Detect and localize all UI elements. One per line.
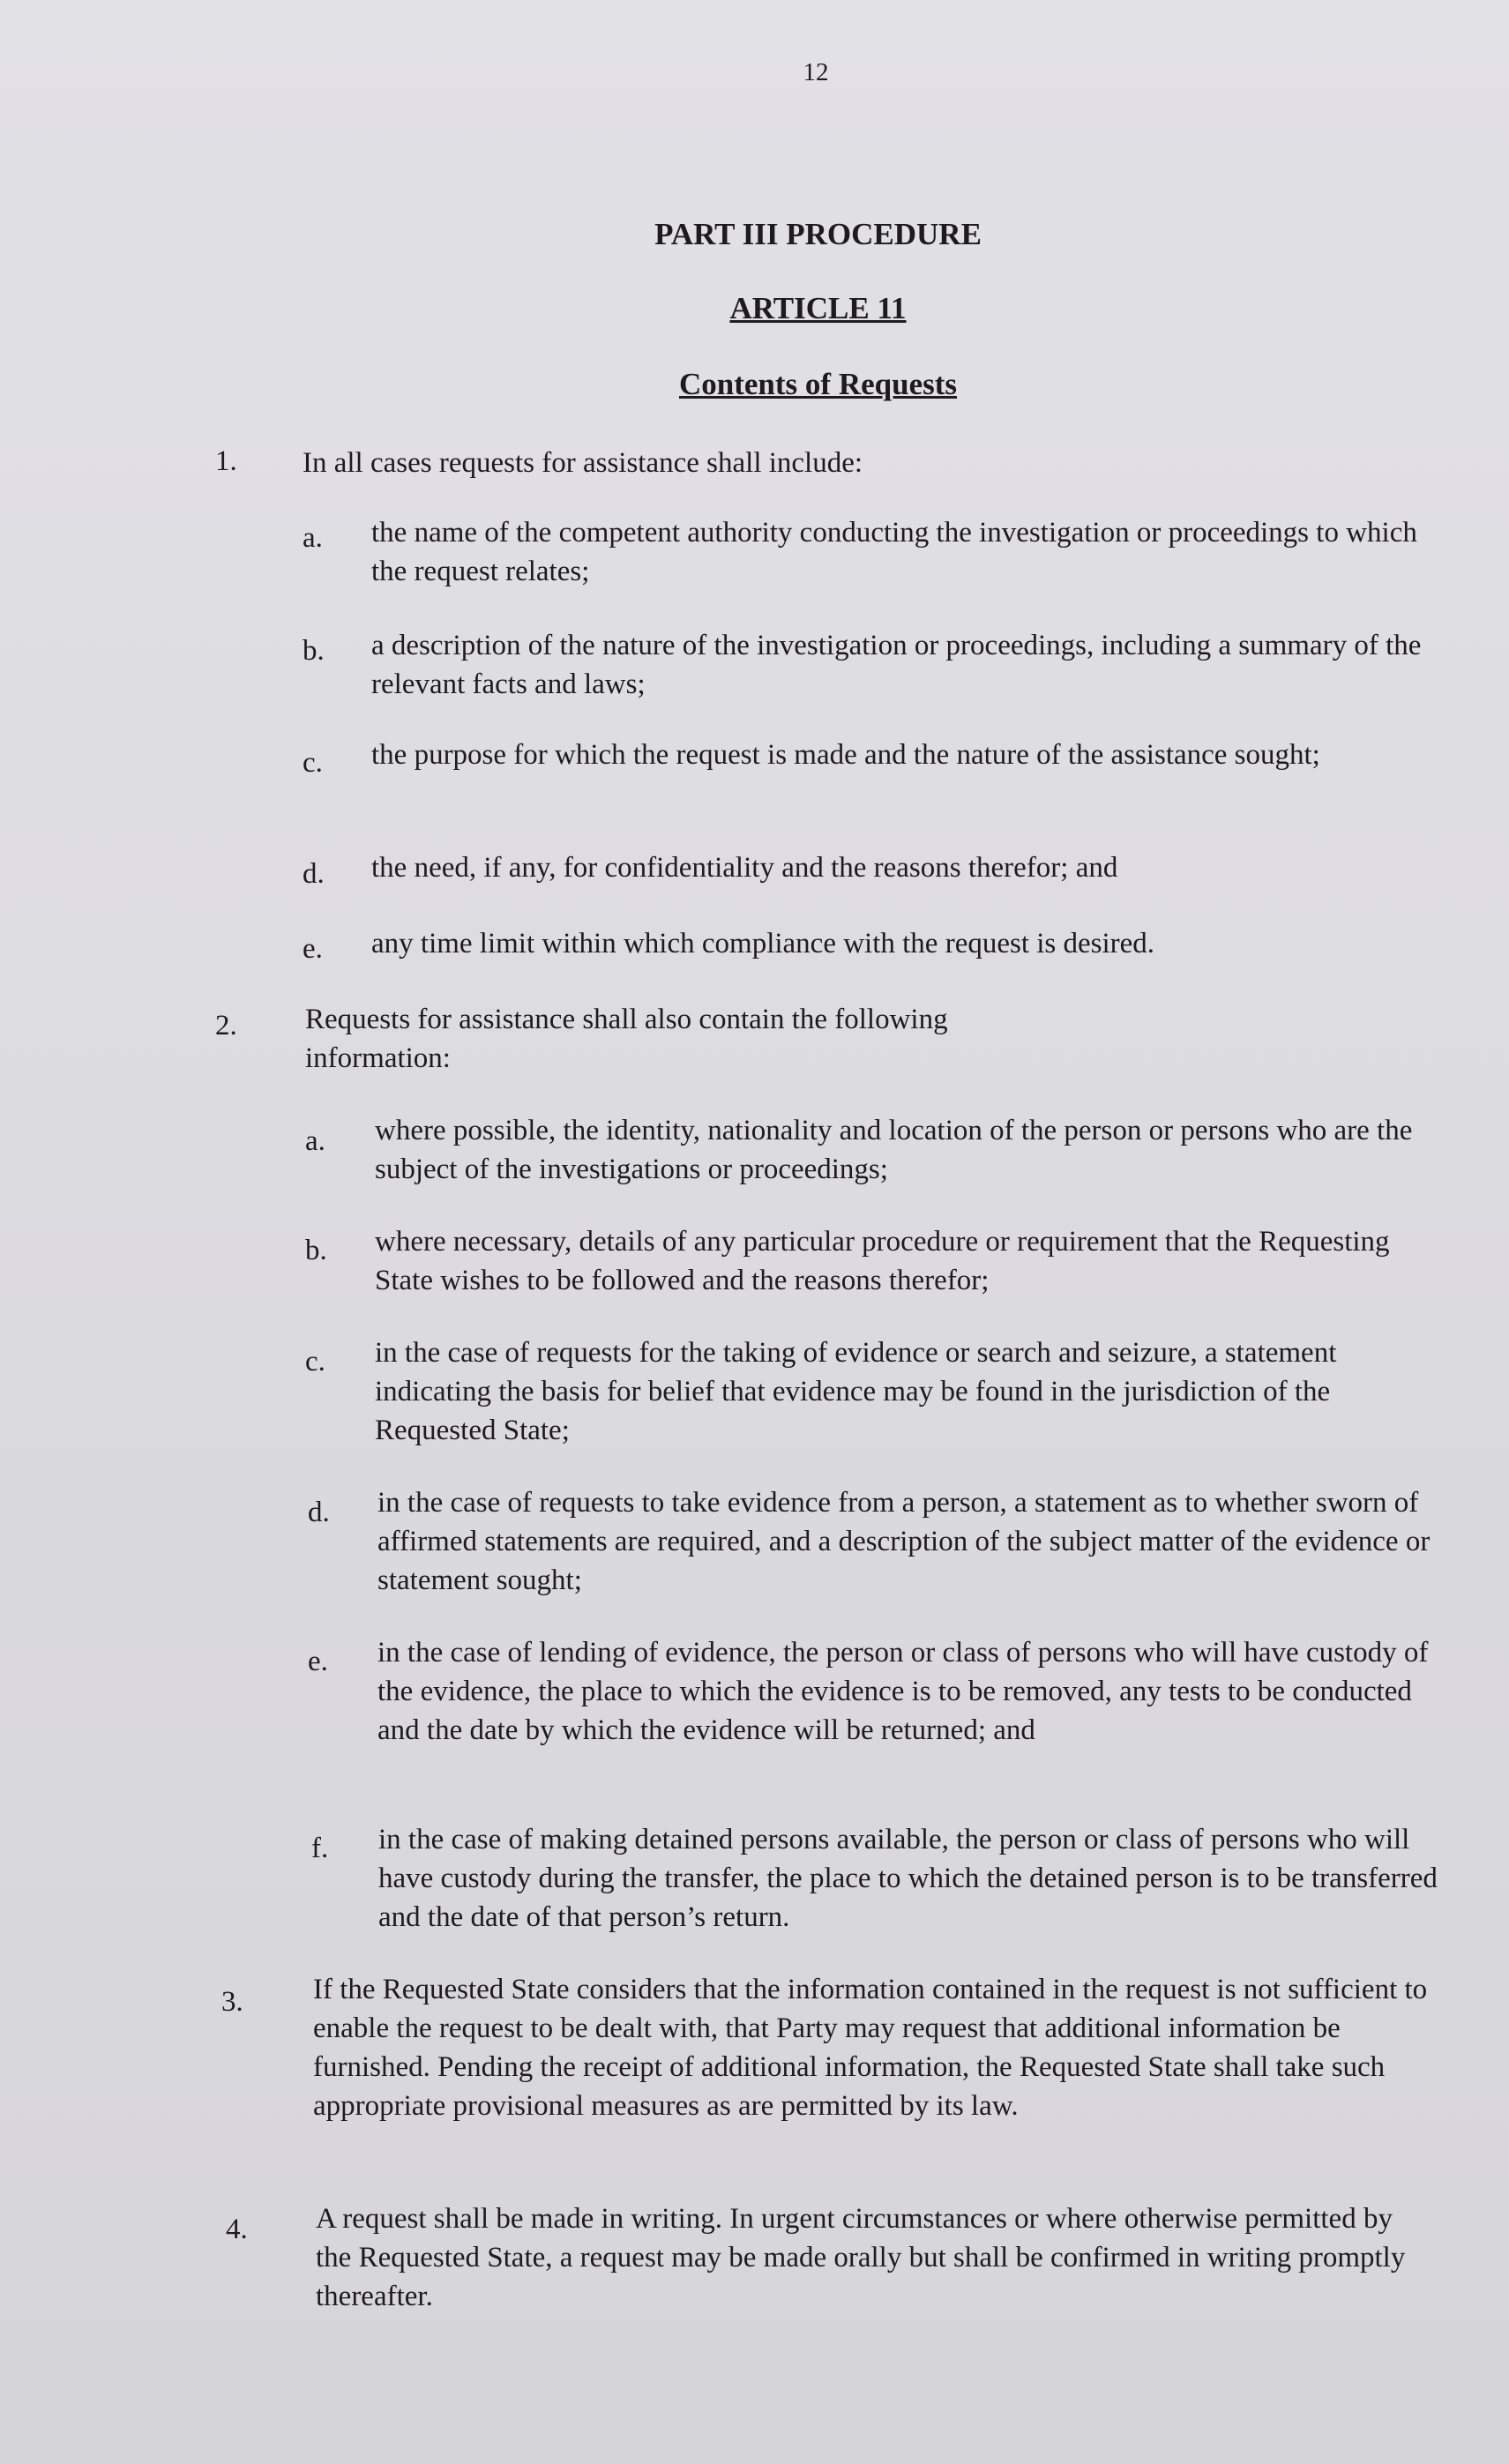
section-title: Contents of Requests — [679, 367, 957, 401]
list-item: the need, if any, for confidentiality and the reasons therefor; and — [371, 852, 1118, 884]
article-heading: ARTICLE 11 — [729, 291, 907, 325]
item-letter: b. — [305, 1235, 327, 1266]
item-letter: e. — [308, 1646, 328, 1677]
section-number: 2. — [215, 1010, 237, 1042]
list-item: in the case of requests to take evidence from a person, a statement as to whether sworn of affirmed statements are required, and a description of the subject matter of the evidence or statement sought; — [377, 1487, 1431, 1596]
part-heading: PART III PROCEDURE — [654, 217, 982, 251]
item-letter: a. — [305, 1125, 325, 1157]
list-item: the purpose for which the request is made and the nature of the assistance sought; — [371, 739, 1320, 771]
item-letter: d. — [308, 1497, 330, 1528]
item-letter: c. — [305, 1346, 325, 1378]
section-number: 1. — [215, 445, 237, 477]
section-text: In all cases requests for assistance shall include: — [303, 447, 863, 479]
item-letter: e. — [303, 933, 323, 965]
list-item: any time limit within which compliance with the request is desired. — [371, 928, 1155, 959]
list-item: the name of the competent authority conducting the investigation or proceedings to which the request relates; — [371, 517, 1417, 587]
list-item: where necessary, details of any particular procedure or requirement that the Requesting State wishes to be followed and the reasons therefor; — [375, 1226, 1390, 1296]
item-letter: a. — [303, 522, 323, 554]
section-number: 3. — [221, 1986, 243, 2018]
section-number: 4. — [226, 2214, 248, 2245]
list-item: where possible, the identity, nationality and location of the person or persons who are the subject of the investigations or proceedings; — [375, 1115, 1413, 1185]
section-text: If the Requested State considers that the information contained in the request is not sufficient to enable the request to be dealt with, that Party may request that additional information be furnished. Pending the receipt of additional information, the Requested State shall take such appropriate provisional measures as are permitted by its law. — [313, 1974, 1428, 2122]
item-letter: f. — [311, 1833, 329, 1864]
section-text: Requests for assistance shall also contain the following information: — [305, 1004, 948, 1074]
item-letter: d. — [303, 858, 325, 890]
page-number: 12 — [803, 58, 829, 86]
list-item: a description of the nature of the investigation or proceedings, including a summary of the relevant facts and laws; — [371, 630, 1422, 700]
section-text: A request shall be made in writing. In urgent circumstances or where otherwise permitted by the Requested State, a request may be made orally but shall be confirmed in writing promptly thereafter. — [316, 2203, 1406, 2312]
list-item: in the case of lending of evidence, the person or class of persons who will have custody of the evidence, the place to which the evidence is to be removed, any tests to be conducted and the date by which the evidence will be returned; and — [377, 1637, 1429, 1746]
item-letter: b. — [303, 635, 325, 667]
list-item: in the case of requests for the taking of evidence or search and seizure, a statement indicating the basis for belief that evidence may be found in the jurisdiction of the Requested State; — [375, 1337, 1337, 1446]
item-letter: c. — [303, 747, 323, 779]
list-item: in the case of making detained persons available, the person or class of persons who will have custody during the transfer, the place to which the detained person is to be transferred and the date of that person’s return. — [378, 1824, 1438, 1933]
